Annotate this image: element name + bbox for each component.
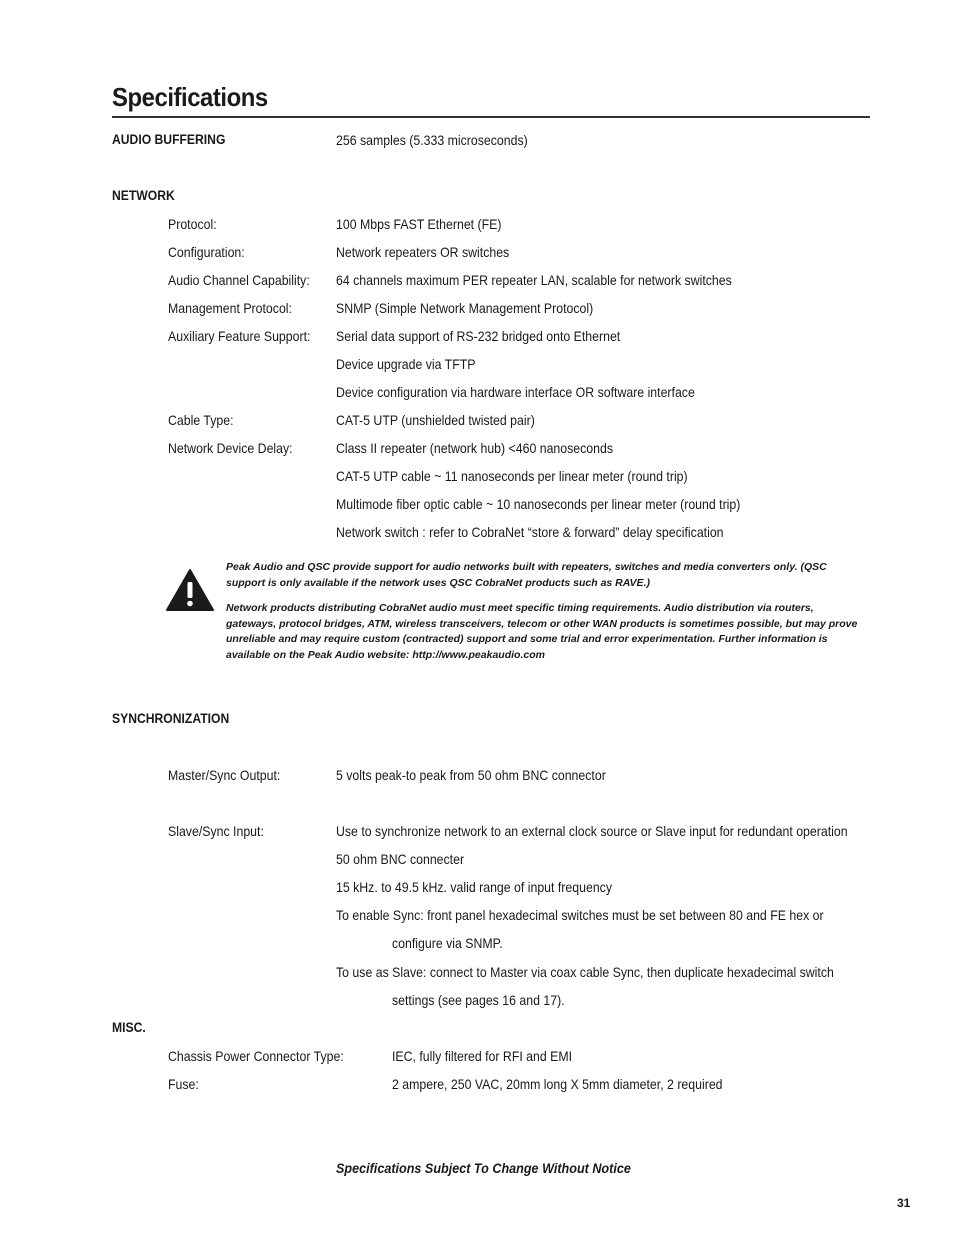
slave-sync-value-6: To use as Slave: connect to Master via coax cable Sync, then duplicate hexadecimal switch	[336, 964, 834, 980]
network-auxiliary-label: Auxiliary Feature Support:	[168, 328, 311, 344]
network-management-value: SNMP (Simple Network Management Protocol)	[336, 300, 594, 316]
network-cable-label: Cable Type:	[168, 412, 234, 428]
network-cable-value: CAT-5 UTP (unshielded twisted pair)	[336, 412, 535, 428]
network-management-label: Management Protocol:	[168, 300, 292, 316]
slave-sync-label: Slave/Sync Input:	[168, 823, 264, 839]
slave-sync-value-4: To enable Sync: front panel hexadecimal switches must be set between 80 and FE hex or	[336, 907, 824, 923]
audio-buffering-heading: AUDIO BUFFERING	[112, 132, 226, 147]
network-auxiliary-value-3: Device configuration via hardware interface OR software interface	[336, 384, 695, 400]
fuse-label: Fuse:	[168, 1076, 199, 1092]
network-heading: NETWORK	[112, 188, 175, 203]
network-auxiliary-value-2: Device upgrade via TFTP	[336, 356, 476, 372]
page-number: 31	[897, 1196, 911, 1210]
warning-paragraph-2: Network products distributing CobraNet audio must meet specific timing requirements. Audio distribution via routers, gateways, protocol bridges, ATM, wireless transceivers, telecom or other WAN products is sometimes possible, but may prove unreliable and may require custom (contracted) support and some trial and error experimentation. Further information is available on the Peak Audio website: http://www.peakaudio.com	[226, 602, 858, 661]
slave-sync-value-7: settings (see pages 16 and 17).	[392, 992, 565, 1008]
network-configuration-value: Network repeaters OR switches	[336, 244, 510, 260]
power-connector-label: Chassis Power Connector Type:	[168, 1048, 344, 1064]
slave-sync-value-3: 15 kHz. to 49.5 kHz. valid range of input frequency	[336, 879, 612, 895]
network-delay-value-1: Class II repeater (network hub) <460 nanoseconds	[336, 440, 614, 456]
master-sync-label: Master/Sync Output:	[168, 767, 281, 783]
power-connector-value: IEC, fully filtered for RFI and EMI	[392, 1048, 573, 1064]
page-title: Specifications	[112, 82, 268, 112]
audio-buffering-value: 256 samples (5.333 microseconds)	[336, 132, 528, 148]
network-protocol-value: 100 Mbps FAST Ethernet (FE)	[336, 216, 502, 232]
footer-note: Specifications Subject To Change Without Notice	[336, 1160, 631, 1176]
synchronization-heading: SYNCHRONIZATION	[112, 711, 230, 726]
slave-sync-value-1: Use to synchronize network to an external clock source or Slave input for redundant operation	[336, 823, 848, 839]
warning-icon	[165, 568, 215, 612]
network-configuration-label: Configuration:	[168, 244, 245, 260]
network-auxiliary-value-1: Serial data support of RS-232 bridged onto Ethernet	[336, 328, 621, 344]
network-delay-value-3: Multimode fiber optic cable ~ 10 nanoseconds per linear meter (round trip)	[336, 496, 741, 512]
network-channel-label: Audio Channel Capability:	[168, 272, 310, 288]
network-delay-value-2: CAT-5 UTP cable ~ 11 nanoseconds per linear meter (round trip)	[336, 468, 688, 484]
title-divider	[112, 116, 870, 118]
network-delay-value-4: Network switch : refer to CobraNet “store & forward” delay specification	[336, 524, 724, 540]
warning-note	[226, 560, 866, 663]
fuse-value: 2 ampere, 250 VAC, 20mm long X 5mm diameter, 2 required	[392, 1076, 723, 1092]
network-channel-value: 64 channels maximum PER repeater LAN, scalable for network switches	[336, 272, 732, 288]
warning-paragraph-1: Peak Audio and QSC provide support for audio networks built with repeaters, switches and media converters only. (QSC support is only available if the network uses QSC CobraNet products such as RAVE.)	[226, 561, 827, 589]
misc-heading: MISC.	[112, 1020, 146, 1035]
network-protocol-label: Protocol:	[168, 216, 217, 232]
slave-sync-value-5: configure via SNMP.	[392, 935, 503, 951]
network-delay-label: Network Device Delay:	[168, 440, 293, 456]
slave-sync-value-2: 50 ohm BNC connecter	[336, 851, 465, 867]
master-sync-value: 5 volts peak-to peak from 50 ohm BNC connector	[336, 767, 606, 783]
